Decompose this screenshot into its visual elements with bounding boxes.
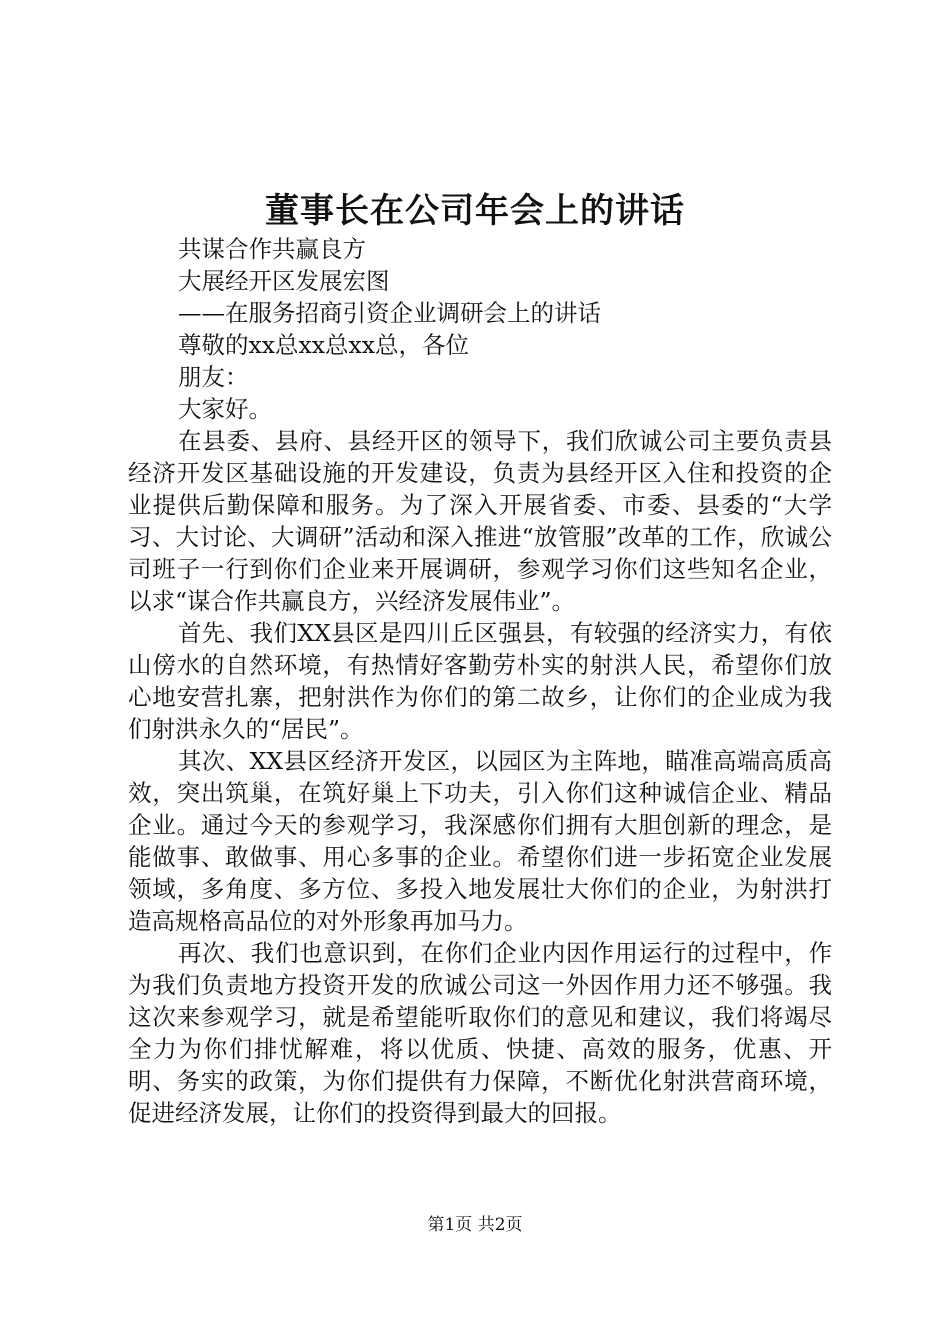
- greeting-line: 大家好。: [178, 395, 272, 423]
- subtitle-line: 共谋合作共赢良方: [178, 235, 366, 263]
- document-title: 董事长在公司年会上的讲话: [265, 191, 685, 231]
- salutation-line: 尊敬的xx总xx总xx总，各位: [178, 331, 470, 359]
- body-paragraph: 首先、我们XX县区是四川丘区强县，有较强的经济实力，有依山傍水的自然环境，有热情好客勤劳朴实的射洪人民，希望你们放心地安营扎寨，把射洪作为你们的第二故乡，让你们的企业成为我们射洪永久的“居民”。: [128, 619, 832, 743]
- subtitle-line: 大展经开区发展宏图: [178, 267, 390, 295]
- document-body: [128, 233, 832, 1129]
- salutation-line: 朋友：: [178, 363, 249, 391]
- body-paragraph: 在县委、县府、县经开区的领导下，我们欣诚公司主要负责县经济开发区基础设施的开发建设，负责为县经开区入住和投资的企业提供后勤保障和服务。为了深入开展省委、市委、县委的“大学习、大讨论、大调研”活动和深入推进“放管服”改革的工作，欣诚公司班子一行到你们企业来开展调研，参观学习你们这些知名企业，以求“谋合作共赢良方，兴经济发展伟业”。: [128, 427, 832, 615]
- body-paragraph: 其次、XX县区经济开发区，以园区为主阵地，瞄准高端高质高效，突出筑巢，在筑好巢上下功夫，引入你们这种诚信企业、精品企业。通过今天的参观学习，我深感你们拥有大胆创新的理念，是能做事、敢做事、用心多事的企业。希望你们进一步拓宽企业发展领域，多角度、多方位、多投入地发展壮大你们的企业，为射洪打造高规格高品位的对外形象再加马力。: [128, 747, 832, 935]
- page-number-footer: 第1页 共2页: [427, 1215, 523, 1235]
- body-paragraph: 再次、我们也意识到，在你们企业内因作用运行的过程中，作为我们负责地方投资开发的欣诚公司这一外因作用力还不够强。我这次来参观学习，就是希望能听取你们的意见和建议，我们将竭尽全力为你们排忧解难，将以优质、快捷、高效的服务，优惠、开明、务实的政策，为你们提供有力保障，不断优化射洪营商环境，促进经济发展，让你们的投资得到最大的回报。: [128, 939, 832, 1127]
- speech-occasion-line: ——在服务招商引资企业调研会上的讲话: [178, 299, 601, 327]
